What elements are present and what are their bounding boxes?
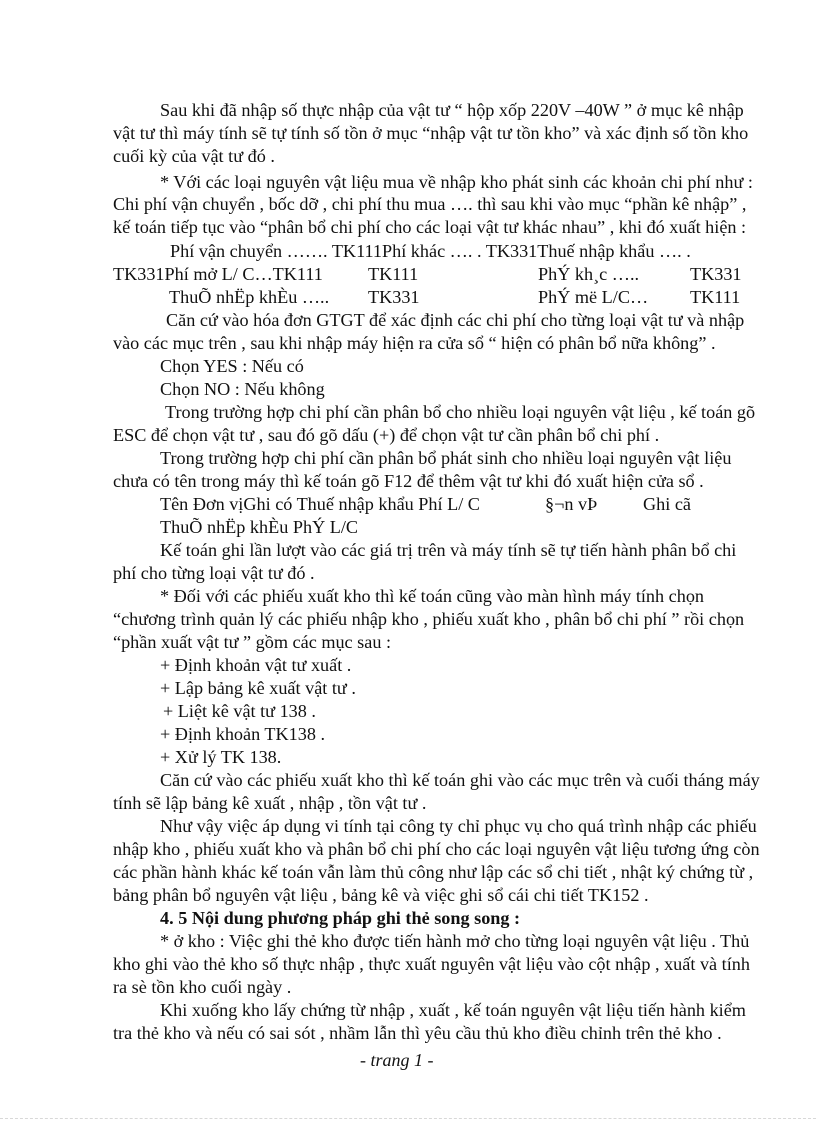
page-divider — [0, 1118, 816, 1119]
paragraph-line: chưa có tên trong máy thì kế toán gõ F12 để thêm vật tư khi đó xuất hiện cửa sổ . — [113, 471, 704, 491]
table-cell: TK331Phí mở L/ C…TK111 — [113, 264, 323, 284]
section-heading: 4. 5 Nội dung phương pháp ghi thẻ song song : — [160, 908, 521, 928]
window-field: Ghi cã — [643, 494, 691, 514]
paragraph-line: “chương trình quản lý các phiếu nhập kho , phiếu xuất kho , phân bổ chi phí ” rồi chọn — [113, 609, 745, 629]
paragraph-line: ESC để chọn vật tư , sau đó gõ dấu (+) để chọn vật tư cần phân bổ chi phí . — [113, 425, 660, 445]
list-item: + Liệt kê vật tư 138 . — [163, 701, 316, 721]
paragraph-line: Chọn NO : Nếu không — [160, 379, 325, 399]
table-cell: TK331 — [368, 287, 420, 307]
window-field: Tên Đơn vịGhi có Thuế nhập khẩu Phí L/ C — [160, 494, 480, 514]
paragraph-line: kế toán tiếp tục vào “phân bổ chi phí cho các loại vật tư khác nhau” , khi đó xuất hiện : — [113, 217, 747, 237]
paragraph-line: * ở kho : Việc ghi thẻ kho được tiến hành mở cho từng loại nguyên vật liệu . Thủ — [160, 931, 750, 951]
paragraph-line: nhập kho , phiếu xuất kho và phân bổ chi phí cho các loại nguyên vật liệu tương ứng còn — [113, 839, 760, 859]
paragraph-line: kho ghi vào thẻ kho số thực nhập , thực xuất nguyên vật liệu vào cột nhập , xuất và tính — [113, 954, 750, 974]
paragraph-line: phí cho từng loại vật tư đó . — [113, 563, 315, 583]
paragraph-line: tra thẻ kho và nếu có sai sót , nhầm lẫn thì yêu cầu thủ kho điều chỉnh trên thẻ kho . — [113, 1023, 722, 1043]
page-number: - trang 1 - — [360, 1050, 434, 1070]
paragraph-line: Chọn YES : Nếu có — [160, 356, 304, 376]
table-cell: TK111 — [368, 264, 419, 284]
paragraph-line: * Đối với các phiếu xuất kho thì kế toán cũng vào màn hình máy tính chọn — [160, 586, 705, 606]
paragraph-line: “phần xuất vật tư ” gồm các mục sau : — [113, 632, 392, 652]
paragraph-line: Kế toán ghi lần lượt vào các giá trị trên và máy tính sẽ tự tiến hành phân bổ chi — [160, 540, 737, 560]
table-cell: PhÝ kh¸c ….. — [538, 264, 640, 284]
list-item: + Định khoản vật tư xuất . — [160, 655, 352, 675]
paragraph-line: cuối kỳ của vật tư đó . — [113, 146, 275, 166]
table-cell: TK331 — [690, 264, 742, 284]
paragraph-line: Sau khi đã nhập số thực nhập của vật tư “ hộp xốp 220V –40W ” ở mục kê nhập — [160, 100, 744, 120]
paragraph-line: Phí vận chuyển ……. TK111Phí khác …. . TK331Thuế nhập khẩu …. . — [170, 241, 691, 261]
table-cell: TK111 — [690, 287, 741, 307]
paragraph-line: ra sè tồn kho cuối ngày . — [113, 977, 292, 997]
paragraph-line: Căn cứ vào các phiếu xuất kho thì kế toán ghi vào các mục trên và cuối tháng máy — [160, 770, 760, 790]
table-cell: PhÝ më L/C… — [538, 287, 649, 307]
paragraph-line: Như vậy việc áp dụng vi tính tại công ty chỉ phục vụ cho quá trình nhập các phiếu — [160, 816, 757, 836]
list-item: + Định khoản TK138 . — [160, 724, 326, 744]
paragraph-line: Trong trường hợp chi phí cần phân bổ cho nhiều loại nguyên vật liệu , kế toán gõ — [165, 402, 756, 422]
paragraph-line: Trong trường hợp chi phí cần phân bổ phát sinh cho nhiều loại nguyên vật liệu — [160, 448, 732, 468]
paragraph-line: bảng phân bổ nguyên vật liệu , bảng kê và việc ghi sổ cái chi tiết TK152 . — [113, 885, 649, 905]
list-item: + Lập bảng kê xuất vật tư . — [160, 678, 356, 698]
list-item: + Xử lý TK 138. — [160, 747, 282, 767]
table-cell: ThuÕ nhËp khÈu ….. — [169, 287, 330, 307]
paragraph-line: tính sẽ lập bảng kê xuất , nhập , tồn vật tư . — [113, 793, 427, 813]
paragraph-line: * Với các loại nguyên vật liệu mua về nhập kho phát sinh các khoản chi phí như : — [160, 172, 753, 192]
window-field: §¬n vÞ — [545, 494, 598, 514]
paragraph-line: Khi xuống kho lấy chứng từ nhập , xuất , kế toán nguyên vật liệu tiến hành kiểm — [160, 1000, 746, 1020]
paragraph-line: Chi phí vận chuyển , bốc dỡ , chi phí thu mua …. thì sau khi vào mục “phần kê nhập” , — [113, 194, 747, 214]
paragraph-line: các phần hành khác kế toán vẫn làm thủ công như lập các sổ chi tiết , nhật ký chứng từ , — [113, 862, 754, 882]
paragraph-line: vật tư thì máy tính sẽ tự tính số tồn ở mục “nhập vật tư tồn kho” và xác định số tồn kho — [113, 123, 749, 143]
paragraph-line: vào các mục trên , sau khi nhập máy hiện ra cửa sổ “ hiện có phân bổ nữa không” . — [113, 333, 716, 353]
paragraph-line: Căn cứ vào hóa đơn GTGT để xác định các chi phí cho từng loại vật tư và nhập — [166, 310, 745, 330]
window-field: ThuÕ nhËp khÈu PhÝ L/C — [160, 517, 359, 537]
